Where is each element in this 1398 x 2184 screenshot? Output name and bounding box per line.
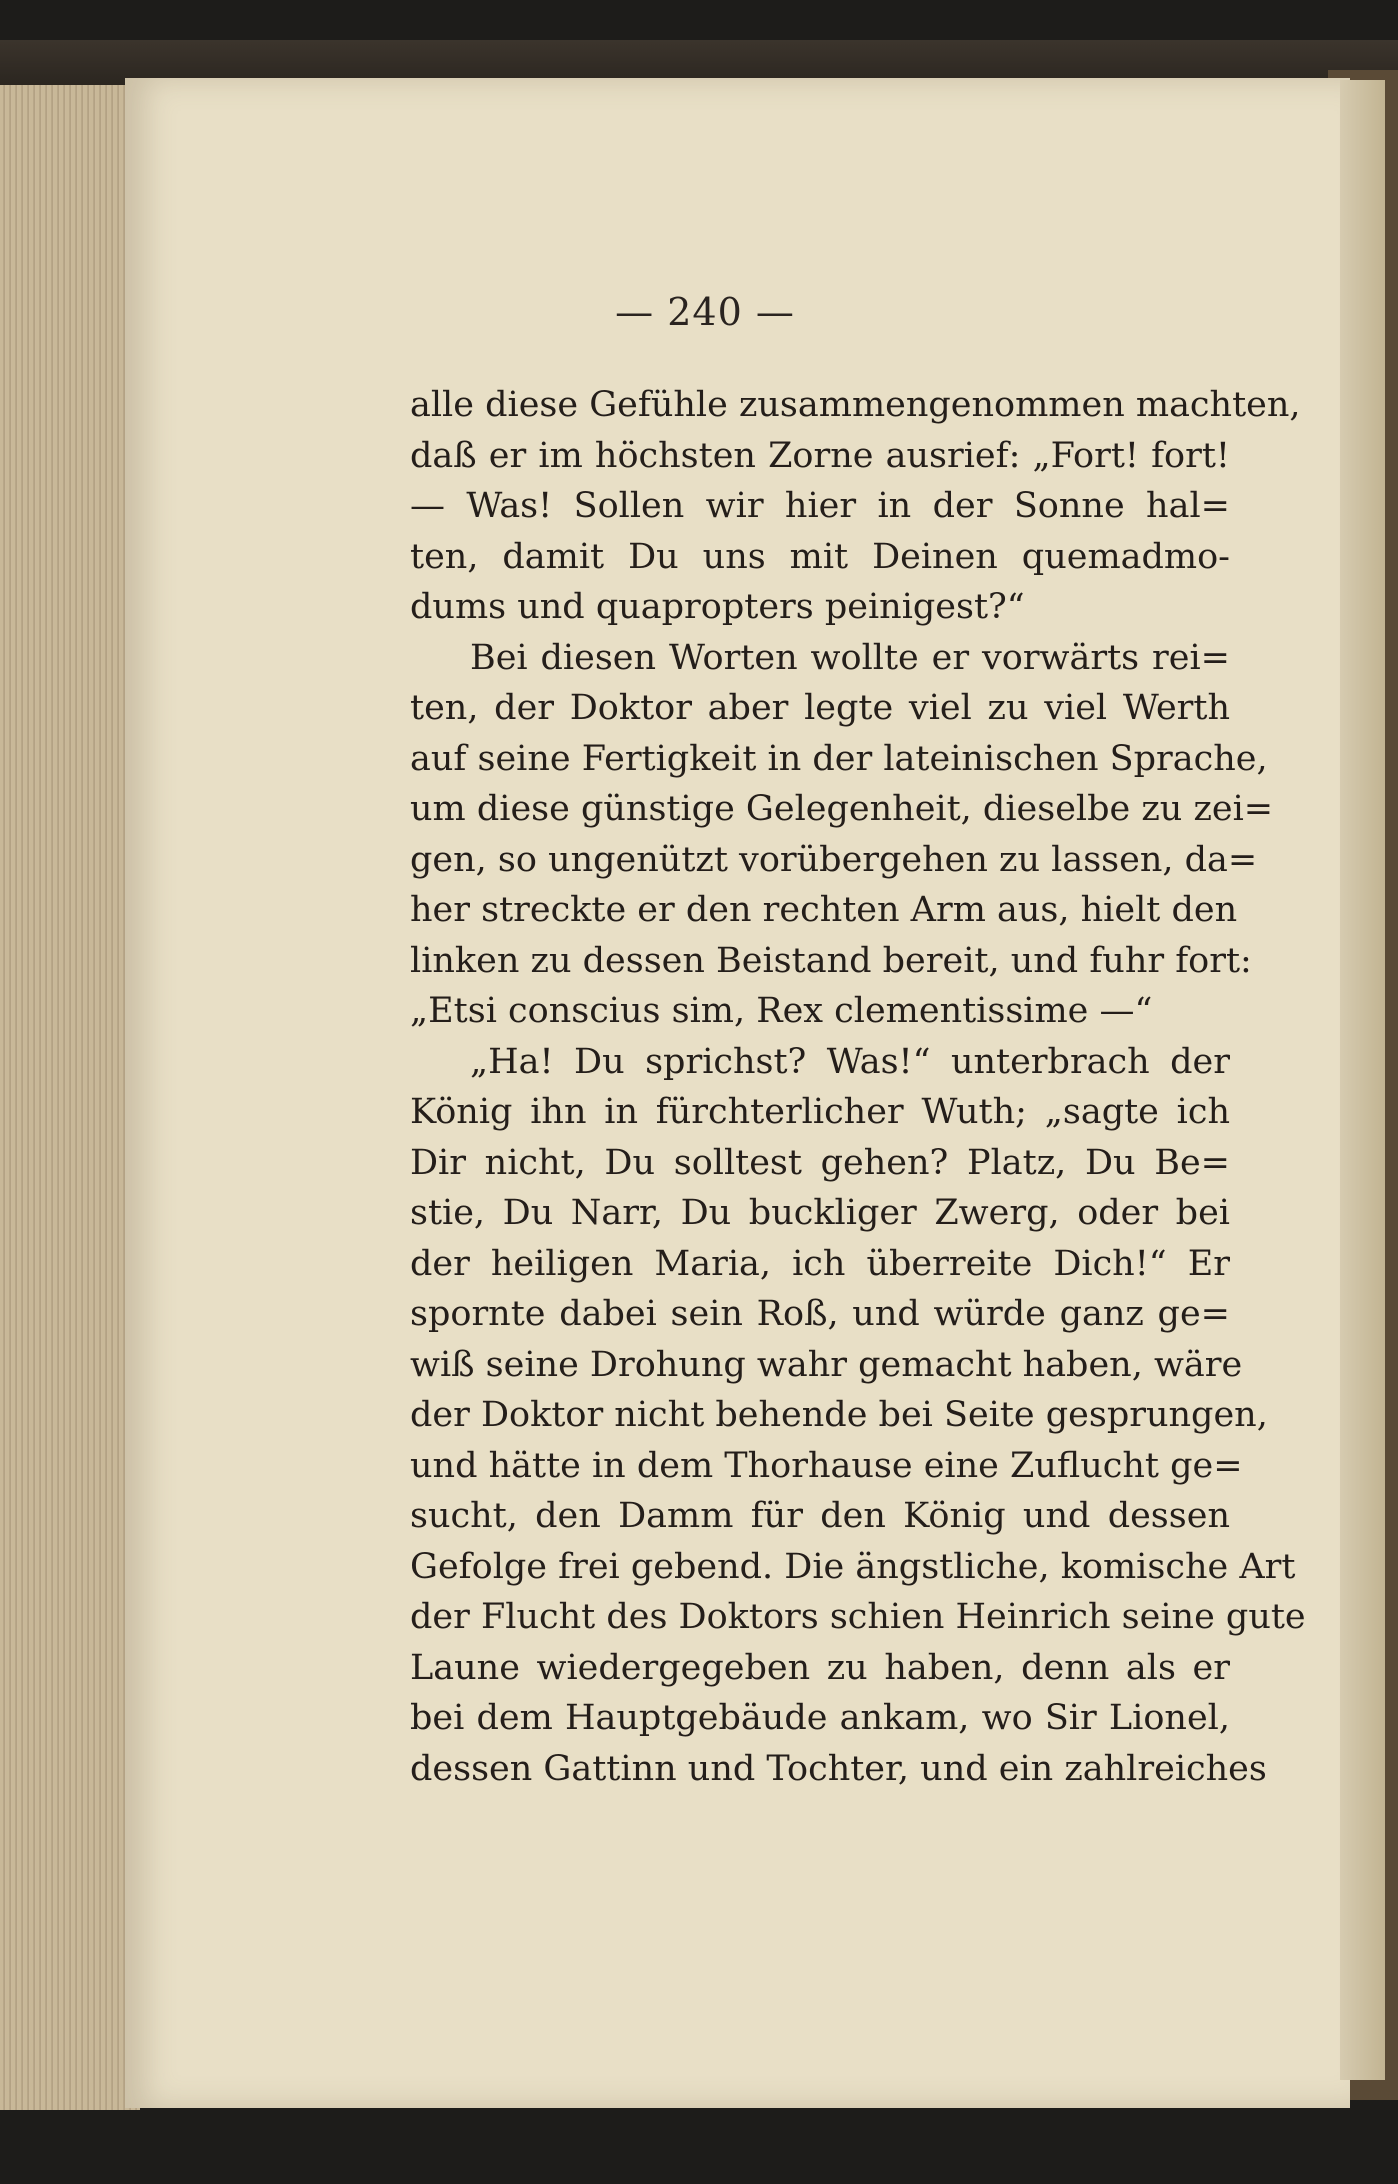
text-line: alle diese Gefühle zusammengenommen machten, (410, 385, 1301, 425)
text-line: auf seine Fertigkeit in der lateinischen Sprache, (410, 738, 1268, 779)
text-line: der Flucht des Doktors schien Heinrich seine gute (410, 1597, 1306, 1637)
text-line: — Was! Sollen wir hier in der Sonne hal= (410, 486, 1230, 526)
text-line: her streckte er den rechten Arm aus, hielt den (410, 890, 1238, 930)
text-line: spornte dabei sein Roß, und würde ganz ge= (410, 1294, 1230, 1334)
page-stack-edges (0, 85, 140, 2110)
text-line: um diese günstige Gelegenheit, dieselbe zu zei= (410, 789, 1274, 829)
text-line: gen, so ungenützt vorübergehen zu lassen, da= (410, 839, 1258, 880)
body-text (410, 380, 1306, 1794)
text-line: linken zu dessen Beistand bereit, und fuhr fort: (410, 940, 1252, 981)
text-line: Laune wiedergegeben zu haben, denn als er (410, 1647, 1230, 1688)
text-line: Gefolge frei gebend. Die ängstliche, komische Art (410, 1546, 1296, 1587)
text-line: wiß seine Drohung wahr gemacht haben, wäre (410, 1344, 1243, 1385)
text-line: ten, der Doktor aber legte viel zu viel Werth (410, 688, 1230, 728)
text-line: dessen Gattinn und Tochter, und ein zahlreiches (410, 1748, 1267, 1789)
text-line: „Ha! Du sprichst? Was!“ unterbrach der (470, 1041, 1230, 1082)
text-line: ten, damit Du uns mit Deinen quemadmo- (410, 536, 1230, 577)
text-line: dums und quapropters peinigest?“ (410, 587, 1025, 627)
text-line: Bei diesen Worten wollte er vorwärts rei= (470, 637, 1230, 678)
text-line: daß er im höchsten Zorne ausrief: „Fort! fort! (410, 435, 1230, 476)
text-line: König ihn in fürchterlicher Wuth; „sagte ich (410, 1092, 1230, 1132)
text-line: der Doktor nicht behende bei Seite gesprungen, (410, 1395, 1268, 1435)
text-line: der heiligen Maria, ich überreite Dich!“ Er (410, 1243, 1230, 1284)
text-line: bei dem Hauptgebäude ankam, wo Sir Lionel, (410, 1698, 1230, 1738)
page-number: — 240 — (615, 290, 795, 334)
text-line: sucht, den Damm für den König und dessen (410, 1496, 1230, 1536)
text-line: „Etsi conscius sim, Rex clementissime —“ (410, 991, 1153, 1031)
text-line: Dir nicht, Du solltest gehen? Platz, Du Be= (410, 1142, 1230, 1183)
text-line: und hätte in dem Thorhause eine Zuflucht ge= (410, 1445, 1243, 1486)
facing-page-edge (1340, 80, 1385, 2080)
text-line: stie, Du Narr, Du buckliger Zwerg, oder bei (410, 1193, 1230, 1233)
